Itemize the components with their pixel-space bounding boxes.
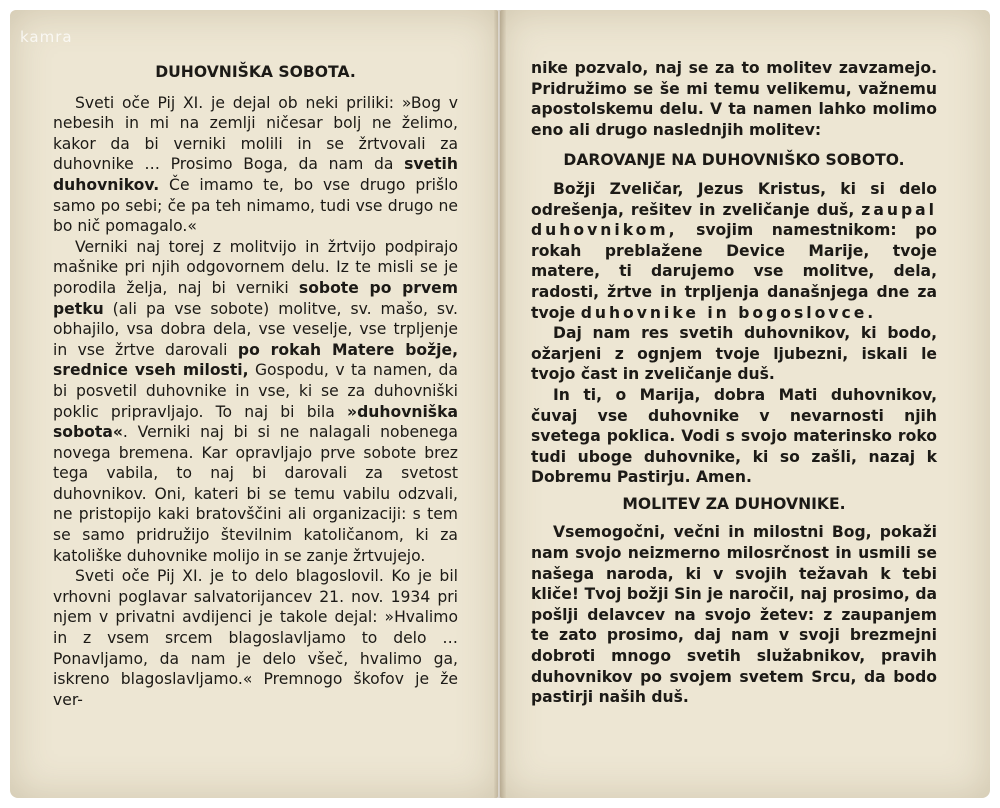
emphasis-text: sobote po prvem petku [53, 278, 458, 318]
text-run: svojim namestnikom: po rokah preblažene Device Marije, tvoje matere, ti darujemo vse molitve, dela, radosti, žrtve in trpljenja današnjega dne za tvoje [531, 221, 937, 322]
right-paragraph-1 [531, 179, 937, 323]
text-run: Če imamo te, bo vse drugo prišlo samo po sebi; če pa teh nimamo, tudi vse drugo ne bo nič pomagalo.« [53, 175, 458, 236]
text-run: . Verniki naj bi si ne nalagali nobenega novega bremena. Kar opravljajo prve sobote brez tega vabila, to naj bi darovali za svetost duhovnikov. Oni, kateri bi se temu vabilu odzvali, ne pristopijo kaki bratovščini ali organizaciji: s tem se samo pridružijo številnim katoličanom, ki za katoliške duhovnike molijo in se zanje žrtvujejo. [53, 423, 458, 565]
text-run: (ali pa vse sobote) molitve, sv. mašo, sv. obhajilo, vsa dobra dela, vse veselje, vse trpljenje in vse žrtve darovali [53, 299, 458, 359]
text-run: Sveti oče Pij XI. je dejal ob neki priliki: »Bog v nebesih in mi na zemlji ničesar bolj ne želimo, kakor da bi verniki molili in se žrtvovali za duhovnike … Prosimo Boga, da nam da [53, 93, 458, 174]
left-paragraph-1 [53, 93, 458, 237]
spaced-text: duhovnike in bogoslovce. [580, 303, 877, 322]
watermark: kamra [20, 28, 73, 46]
right-paragraph-3: In ti, o Marija, dobra Mati duhovnikov, čuvaj vse duhovnike v nevarnosti njih svetega poklica. Vodi s svojo materinsko roko tudi uboge duhovnike, ki so zašli, nazaj k Dobremu Pastirju. Amen. [531, 385, 937, 487]
right-heading-prayer: MOLITEV ZA DUHOVNIKE. [622, 494, 846, 513]
spaced-text: zaupal duhovnikom, [531, 200, 937, 240]
text-run: Verniki naj torej z molitvijo in žrtvijo podpirajo mašnike pri njih odgovornem delu. Iz te misli se je porodila želja, naj bi verniki [53, 237, 458, 297]
right-paragraph-0: nike pozvalo, naj se za to molitev zavzamejo. Pridružimo se še mi temu velikemu, važnemu apostolskemu delu. V ta namen lahko molimo eno ali drugo naslednjih molitev: [531, 59, 937, 139]
page-fold [494, 10, 506, 798]
left-heading: DUHOVNIŠKA SOBOTA. [155, 63, 356, 81]
emphasis-text: svetih duhovnikov. [53, 155, 458, 194]
right-heading-offering: DAROVANJE NA DUHOVNIŠKO SOBOTO. [563, 151, 905, 170]
left-column [53, 62, 458, 710]
text-run: Božji Zveličar, Jezus Kristus, ki si delo odrešenja, rešitev in zveličanje duš, [531, 179, 937, 219]
right-column [531, 58, 937, 708]
left-paragraph-2 [53, 237, 458, 567]
emphasis-text: »duhovniška sobota« [53, 402, 458, 442]
emphasis-text: po rokah Matere božje, srednice vseh milosti, [53, 340, 458, 380]
text-run: Gospodu, v ta namen, da bi posvetil duhovnike in vse, ki se za duhovniški poklic pripravljajo. To naj bi bila [53, 361, 458, 421]
right-paragraph-2: Daj nam res svetih duhovnikov, ki bodo, ožarjeni z ognjem tvoje ljubezni, iskali le tvojo čast in zveličanje duš. [531, 324, 937, 384]
left-paragraph-3: Sveti oče Pij XI. je to delo blagoslovil. Ko je bil vrhovni poglavar salvatorijancev 21. nov. 1934 pri njem v privatni avdijenci je takole dejal: »Hvalimo in z vsem srcem blagoslavljamo to delo … Ponavljamo, da nam je delo všeč, hvalimo ga, iskreno blagoslavljamo.« Premnogo škofov je že ver- [53, 567, 458, 709]
right-paragraph-4: Vsemogočni, večni in milostni Bog, pokaži nam svojo neizmerno milosrčnost in usmili se našega naroda, ki v svojih težavah k tebi kliče! Tvoj božji Sin je naročil, naj prosimo, da pošlji delavcev na svojo žetev: z zaupanjem te zato prosimo, daj nam v svoji brezmejni dobroti mnogo svetih služabnikov, pravih duhovnikov po svojem svetem Srcu, da bodo pastirji naših duš. [531, 523, 937, 707]
